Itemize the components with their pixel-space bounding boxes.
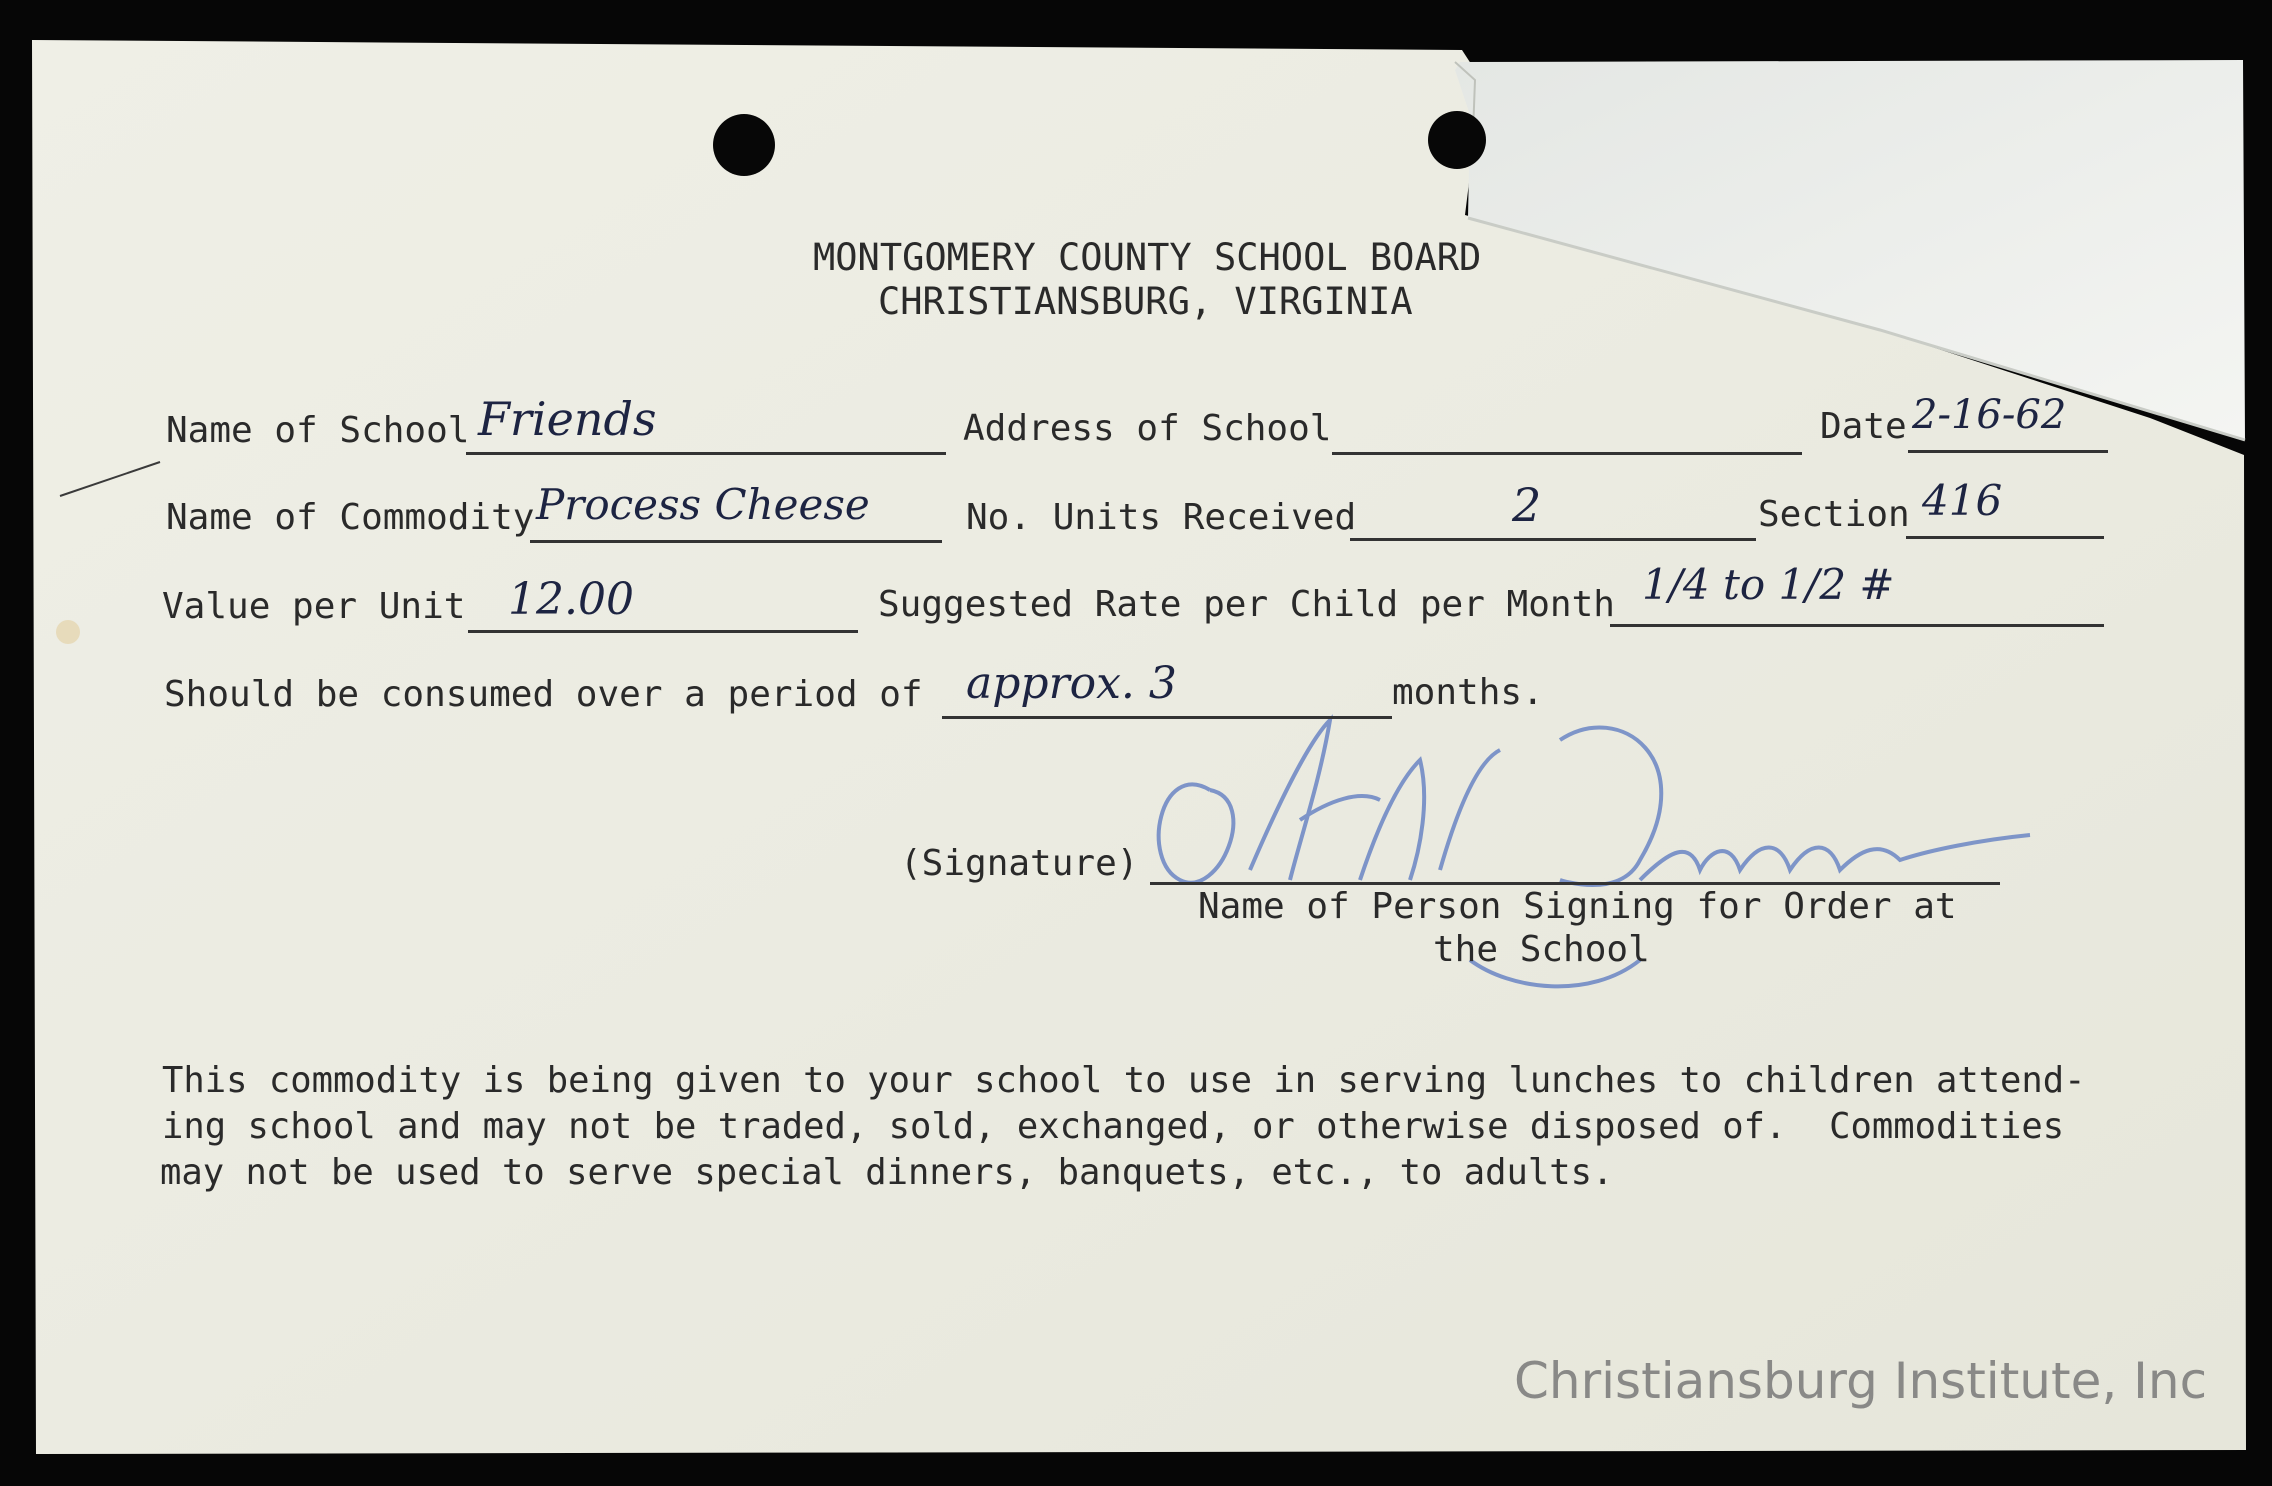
period-label: Should be consumed over a period of bbox=[164, 674, 923, 715]
units-label: No. Units Received bbox=[966, 497, 1357, 538]
watermark-text: Christiansburg Institute, Inc bbox=[1514, 1352, 2208, 1410]
signature-caption-line-2: the School bbox=[1433, 929, 1650, 970]
units-line bbox=[1350, 538, 1756, 541]
rate-line bbox=[1610, 624, 2104, 627]
section-value: 416 bbox=[1922, 476, 2003, 525]
date-line bbox=[1908, 450, 2108, 453]
notice-line-3: may not be used to serve special dinners, banquets, etc., to adults. bbox=[160, 1152, 1614, 1193]
period-suffix: months. bbox=[1392, 672, 1544, 713]
header-line-1: MONTGOMERY COUNTY SCHOOL BOARD bbox=[813, 236, 1482, 279]
value-per-unit-line bbox=[468, 630, 858, 633]
school-name-label: Name of School bbox=[166, 410, 470, 451]
address-label: Address of School bbox=[963, 408, 1332, 449]
address-line bbox=[1332, 452, 1802, 455]
school-name-line bbox=[466, 452, 946, 455]
signature-caption-line-1: Name of Person Signing for Order at bbox=[1198, 886, 1957, 927]
punch-hole-left bbox=[713, 114, 775, 176]
commodity-line bbox=[530, 540, 942, 543]
units-value: 2 bbox=[1512, 478, 1542, 532]
value-per-unit-label: Value per Unit bbox=[162, 586, 466, 627]
notice-line-2: ing school and may not be traded, sold, exchanged, or otherwise disposed of. Commodities bbox=[162, 1106, 2065, 1147]
rate-value: 1/4 to 1/2 # bbox=[1642, 560, 1895, 609]
signature-line bbox=[1150, 882, 2000, 885]
school-name-value: Friends bbox=[478, 392, 657, 446]
signature-label: (Signature) bbox=[900, 843, 1139, 884]
rate-label: Suggested Rate per Child per Month bbox=[878, 584, 1615, 625]
value-per-unit-value: 12.00 bbox=[508, 574, 634, 625]
commodity-label: Name of Commodity bbox=[166, 497, 535, 538]
notice-line-1: This commodity is being given to your school to use in serving lunches to children attend- bbox=[162, 1060, 2086, 1101]
commodity-value: Process Cheese bbox=[536, 480, 870, 529]
section-line bbox=[1906, 536, 2104, 539]
date-value: 2-16-62 bbox=[1912, 392, 2067, 438]
date-label: Date bbox=[1820, 406, 1907, 447]
header-line-2: CHRISTIANSBURG, VIRGINIA bbox=[878, 280, 1413, 323]
punch-hole-right bbox=[1428, 111, 1486, 169]
period-line bbox=[942, 716, 1392, 719]
period-value: approx. 3 bbox=[966, 658, 1177, 709]
section-label: Section bbox=[1758, 494, 1910, 535]
